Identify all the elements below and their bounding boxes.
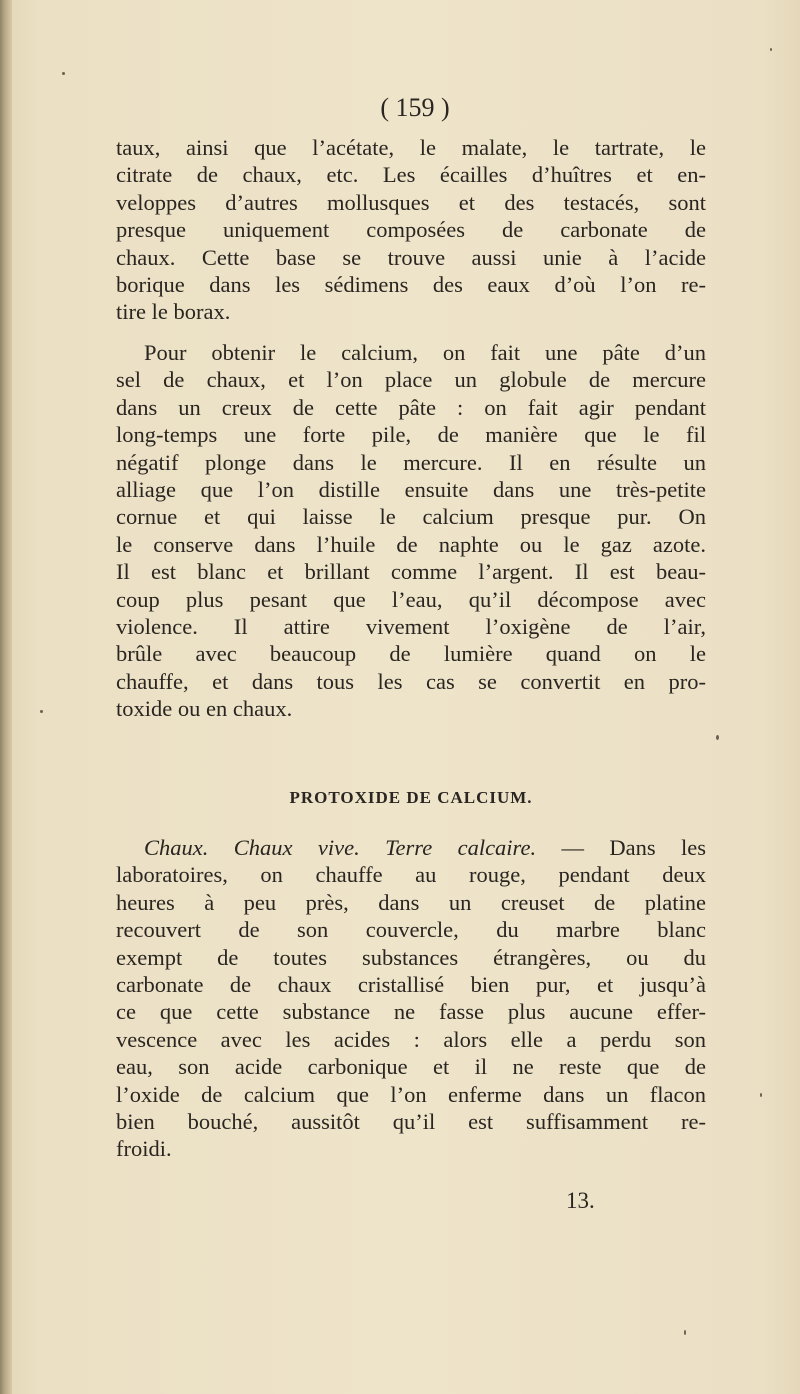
text-line: sel de chaux, et l’on place un globule de mercure	[116, 367, 706, 393]
page-spine-edge	[0, 0, 12, 1394]
text-line: violence. Il attire vivement l’oxigène de l’air,	[116, 614, 706, 640]
signature-mark: 13.	[566, 1188, 595, 1213]
paper-speck	[40, 710, 43, 713]
text-line: dans un creux de cette pâte : on fait agir pendant	[116, 394, 706, 420]
paragraph-2	[116, 339, 706, 723]
text-line: heures à peu près, dans un creuset de platine	[116, 889, 706, 915]
section-paragraph	[116, 834, 706, 1163]
text-line: Pour obtenir le calcium, on fait une pâte d’un	[144, 340, 706, 365]
paragraph-1	[116, 134, 706, 326]
text-line: laboratoires, on chauffe au rouge, pendant deux	[116, 862, 706, 888]
text-line: toxide ou en chaux.	[116, 696, 293, 722]
text-line: ce que cette substance ne fasse plus aucune effer-	[116, 999, 706, 1025]
text-line: vescence avec les acides : alors elle a perdu son	[116, 1026, 706, 1052]
text-line: bien bouché, aussitôt qu’il est suffisamment re-	[116, 1109, 706, 1135]
text-run: — Dans les	[536, 835, 706, 860]
paper-speck	[62, 72, 65, 75]
paper-speck	[770, 48, 772, 51]
section-heading: PROTOXIDE DE CALCIUM.	[289, 788, 533, 807]
text-line: citrate de chaux, etc. Les écailles d’huîtres et en-	[116, 162, 706, 188]
text-line: borique dans les sédimens des eaux d’où l’on re-	[116, 272, 706, 298]
text-line: exempt de toutes substances étrangères, ou du	[116, 944, 706, 970]
text-line: veloppes d’autres mollusques et des testacés, sont	[116, 189, 706, 215]
page-number: ( 159 )	[380, 93, 450, 122]
text-line: long-temps une forte pile, de manière que le fil	[116, 422, 706, 448]
text-line: chaux. Cette base se trouve aussi unie à l’acide	[116, 244, 706, 270]
text-line: coup plus pesant que l’eau, qu’il décompose avec	[116, 586, 706, 612]
text-line: presque uniquement composées de carbonate de	[116, 217, 706, 243]
paper-speck	[684, 1330, 686, 1335]
text-line: cornue et qui laisse le calcium presque pur. On	[116, 504, 706, 530]
paper-speck	[716, 735, 719, 740]
text-line	[116, 834, 706, 861]
text-line: négatif plonge dans le mercure. Il en résulte un	[116, 449, 706, 475]
text-line: froidi.	[116, 1136, 172, 1162]
text-line: Il est blanc et brillant comme l’argent. Il est beau-	[116, 559, 706, 585]
text-line: chauffe, et dans tous les cas se convertit en pro-	[116, 668, 706, 694]
italic-synonyms: Chaux. Chaux vive. Terre calcaire.	[144, 835, 537, 860]
paper-speck	[760, 1093, 762, 1097]
text-line: alliage que l’on distille ensuite dans une très-petite	[116, 477, 706, 503]
text-line: brûle avec beaucoup de lumière quand on le	[116, 641, 706, 667]
text-line: recouvert de son couvercle, du marbre blanc	[116, 917, 706, 943]
text-line: eau, son acide carbonique et il ne reste que de	[116, 1054, 706, 1080]
text-line: le conserve dans l’huile de naphte ou le gaz azote.	[116, 531, 706, 557]
text-line: tire le borax.	[116, 299, 231, 325]
text-line: taux, ainsi que l’acétate, le malate, le tartrate, le	[116, 135, 706, 160]
text-line: l’oxide de calcium que l’on enferme dans un flacon	[116, 1081, 706, 1107]
text-line: carbonate de chaux cristallisé bien pur, et jusqu’à	[116, 972, 706, 998]
